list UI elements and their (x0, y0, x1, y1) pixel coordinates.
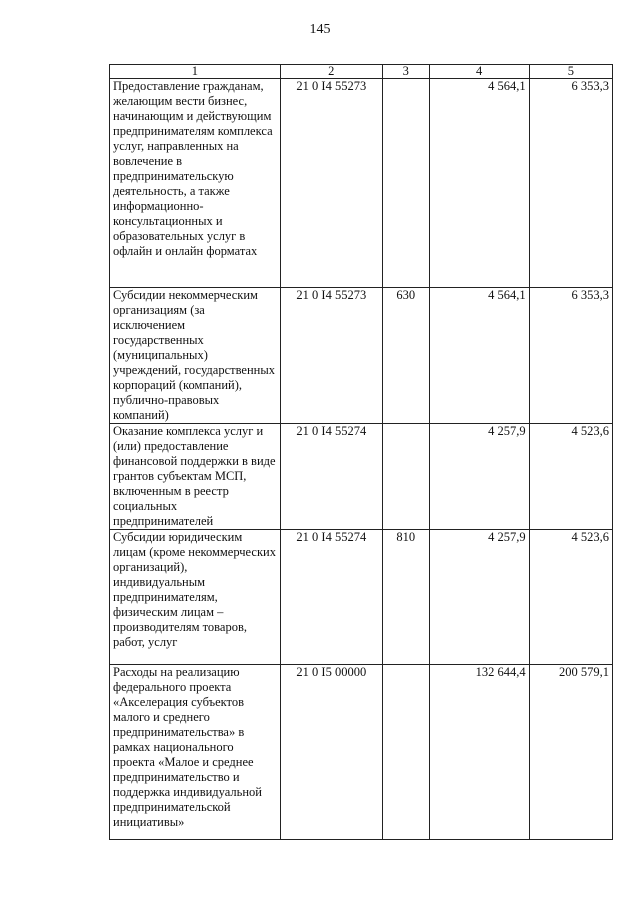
row-name: Оказание комплекса услуг и (или) предоставление финансовой поддержки в виде грантов субъектам МСП, включенным в реестр социальных предпринимателей (110, 424, 281, 530)
row-sum-1: 132 644,4 (429, 665, 529, 840)
row-sum-1: 4 257,9 (429, 424, 529, 530)
row-vr (382, 79, 429, 288)
budget-table (109, 64, 613, 840)
row-sum-1: 4 564,1 (429, 288, 529, 424)
row-code: 21 0 I5 00000 (280, 665, 382, 840)
row-sum-1: 4 564,1 (429, 79, 529, 288)
column-header-5: 5 (529, 65, 612, 79)
row-vr (382, 665, 429, 840)
table-row (110, 424, 613, 530)
row-sum-2: 6 353,3 (529, 79, 612, 288)
row-vr: 810 (382, 530, 429, 665)
row-name: Предоставление гражданам, желающим вести бизнес, начинающим и действующим предпринимателям комплекса услуг, направленных на вовлечение в предпринимательскую деятельность, а также информационно-консультационных и образовательных услуг в офлайн и онлайн форматах (110, 79, 281, 288)
row-vr: 630 (382, 288, 429, 424)
row-code: 21 0 I4 55274 (280, 530, 382, 665)
row-sum-2: 6 353,3 (529, 288, 612, 424)
row-name: Субсидии некоммерческим организациям (за исключением государственных (муниципальных) учреждений, государственных корпораций (компаний), публично-правовых компаний) (110, 288, 281, 424)
row-code: 21 0 I4 55273 (280, 79, 382, 288)
column-header-2: 2 (280, 65, 382, 79)
row-sum-2: 200 579,1 (529, 665, 612, 840)
row-code: 21 0 I4 55274 (280, 424, 382, 530)
row-name: Расходы на реализацию федерального проекта «Акселерация субъектов малого и среднего предпринимательства» в рамках национального проекта «Малое и среднее предпринимательство и поддержка индивидуальной предпринимательской инициативы» (110, 665, 281, 840)
row-sum-2: 4 523,6 (529, 424, 612, 530)
table-row (110, 530, 613, 665)
row-code: 21 0 I4 55273 (280, 288, 382, 424)
row-sum-1: 4 257,9 (429, 530, 529, 665)
row-name: Субсидии юридическим лицам (кроме некоммерческих организаций), индивидуальным предпринимателям, физическим лицам – производителям товаров, работ, услуг (110, 530, 281, 665)
table-row (110, 288, 613, 424)
column-header-1: 1 (110, 65, 281, 79)
table-header-row (110, 65, 613, 79)
column-header-3: 3 (382, 65, 429, 79)
row-vr (382, 424, 429, 530)
table-row (110, 79, 613, 288)
table-row (110, 665, 613, 840)
column-header-4: 4 (429, 65, 529, 79)
row-sum-2: 4 523,6 (529, 530, 612, 665)
page-number: 145 (309, 22, 331, 37)
